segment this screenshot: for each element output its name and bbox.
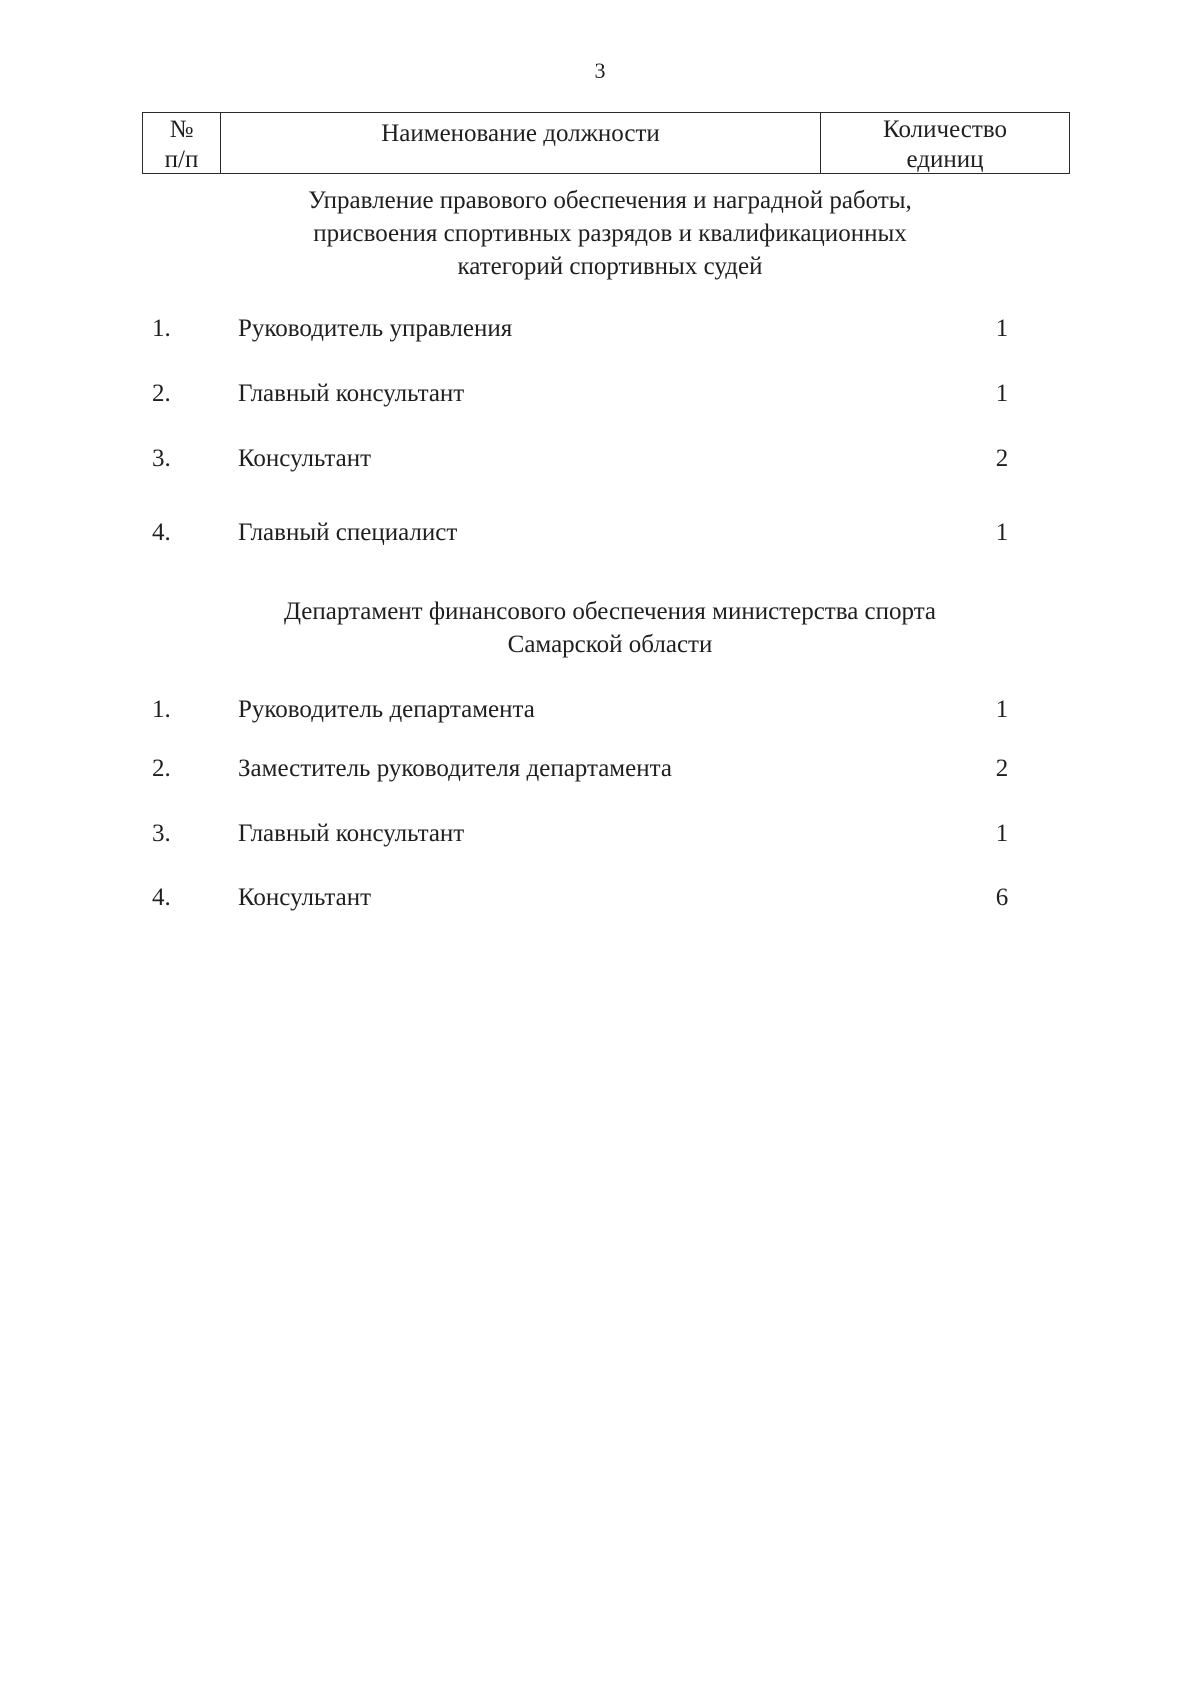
row-number: 4. <box>152 884 171 911</box>
row-number: 3. <box>152 820 171 847</box>
table-header <box>142 112 1070 174</box>
row-number: 1. <box>152 696 171 723</box>
header-position-name-column: Наименование должности <box>221 113 821 173</box>
header-number-column: № п/п <box>143 113 221 173</box>
unit-count: 1 <box>995 820 1009 847</box>
unit-count: 2 <box>995 445 1009 472</box>
table-row <box>152 516 1012 550</box>
unit-count: 1 <box>995 315 1009 342</box>
position-name: Главный консультант <box>238 820 465 847</box>
table-row <box>152 693 1012 727</box>
table-row <box>152 377 1012 411</box>
section-title-finance-department: Департамент финансового обеспечения министерства спорта Самарской области <box>283 598 937 658</box>
unit-count: 2 <box>995 755 1009 782</box>
row-number: 1. <box>152 315 171 342</box>
table-row <box>152 442 1012 476</box>
table-row <box>152 752 1012 786</box>
row-number: 2. <box>152 755 171 782</box>
section-title-legal-department: Управление правового обеспечения и наградной работы, присвоения спортивных разрядов и квалификационных категорий спортивных судей <box>308 187 912 280</box>
table-row <box>152 817 1012 851</box>
row-number: 4. <box>152 519 171 546</box>
position-name: Консультант <box>238 445 372 472</box>
position-name: Консультант <box>238 884 372 911</box>
position-name: Руководитель департамента <box>238 696 535 723</box>
position-name: Главный специалист <box>238 519 458 546</box>
unit-count: 1 <box>995 380 1009 407</box>
page-number: 3 <box>594 58 606 83</box>
position-name: Руководитель управления <box>238 315 513 342</box>
unit-count: 6 <box>995 884 1009 911</box>
table-row <box>152 881 1012 915</box>
row-number: 2. <box>152 380 171 407</box>
table-row <box>152 312 1012 346</box>
position-name: Главный консультант <box>238 380 465 407</box>
unit-count: 1 <box>995 519 1009 546</box>
header-count-column: Количество единиц <box>883 116 1007 173</box>
row-number: 3. <box>152 445 171 472</box>
unit-count: 1 <box>995 696 1009 723</box>
position-name: Заместитель руководителя департамента <box>238 755 672 782</box>
